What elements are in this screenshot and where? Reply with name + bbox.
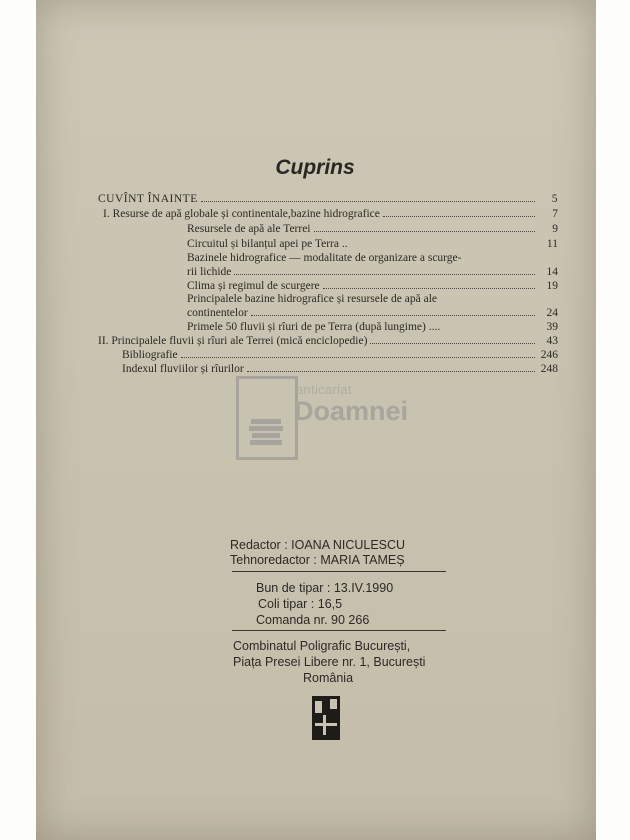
toc-entry (122, 348, 558, 362)
toc-entry-label: Principalele bazine hidrografice și resursele de apă ale (187, 293, 438, 305)
toc-entry-page: 43 (546, 335, 558, 347)
toc-entry (187, 237, 558, 251)
tehnoredactor-line: Tehnoredactor : MARIA TAMEȘ (230, 553, 405, 567)
bun-de-tipar-line: Bun de tipar : 13.IV.1990 (256, 581, 394, 595)
toc-entry-page: 5 (551, 193, 558, 205)
toc-entry-page: 246 (540, 349, 558, 361)
toc-entry-label: Clima și regimul de scurgere (187, 280, 320, 292)
toc-entry (187, 222, 558, 236)
table-of-contents (0, 0, 630, 380)
toc-entry (98, 192, 558, 206)
printer-line-2: Piața Presei Libere nr. 1, București (233, 655, 426, 669)
toc-entry-label: Primele 50 fluvii și rîuri de pe Terra (după lungime) .... (187, 321, 441, 333)
toc-entry (187, 265, 558, 279)
toc-entry (187, 279, 558, 293)
toc-entry-label: CUVÎNT ÎNAINTE (98, 193, 198, 205)
toc-entry-page: 9 (552, 223, 558, 235)
printer-logo-icon (311, 695, 341, 741)
toc-entry-label: Bibliografie (122, 349, 178, 361)
toc-entry-label: continentelor (187, 307, 248, 319)
toc-entry-label: Indexul fluviilor și rîurilor (122, 363, 244, 375)
coli-tipar-line: Coli tipar : 16,5 (258, 597, 343, 611)
toc-entry (187, 306, 558, 320)
toc-entry (122, 362, 558, 376)
toc-entry-label: II. Principalele fluvii și rîuri ale Terrei (mică enciclopedie) (98, 335, 368, 347)
watermark-brand: Doamnei (294, 396, 409, 426)
toc-entry-page: 14 (546, 266, 558, 278)
watermark-small-text: anticariat (296, 382, 352, 397)
toc-entry (98, 334, 558, 348)
comanda-line: Comanda nr. 90 266 (256, 613, 370, 627)
toc-entry-label: I. Resurse de apă globale și continentale,bazine hidrografice (103, 208, 380, 220)
toc-entry-label: Circuitul și bilanțul apei pe Terra .. (187, 238, 348, 250)
toc-entry-label: Bazinele hidrografice — modalitate de organizare a scurge- (187, 252, 462, 264)
toc-entry-page: 19 (546, 280, 558, 292)
divider (232, 630, 446, 631)
page-title: Cuprins (275, 156, 355, 179)
toc-entry-page: 39 (546, 321, 558, 333)
toc-entry (103, 207, 558, 221)
divider (232, 571, 446, 572)
toc-entry (187, 320, 558, 334)
watermark (236, 376, 409, 466)
printer-line-1: Combinatul Poligrafic București, (233, 639, 411, 653)
toc-entry-page: 248 (540, 363, 558, 375)
printer-line-3: România (303, 671, 354, 685)
toc-entry-label: Resursele de apă ale Terrei (187, 223, 311, 235)
toc-entry-page: 7 (552, 208, 558, 220)
toc-entry-label: rii lichide (187, 266, 232, 278)
toc-entry-page: 24 (546, 307, 558, 319)
redactor-line: Redactor : IOANA NICULESCU (230, 538, 406, 552)
watermark-book-icon (236, 376, 298, 460)
toc-entry-page: 11 (546, 238, 558, 250)
